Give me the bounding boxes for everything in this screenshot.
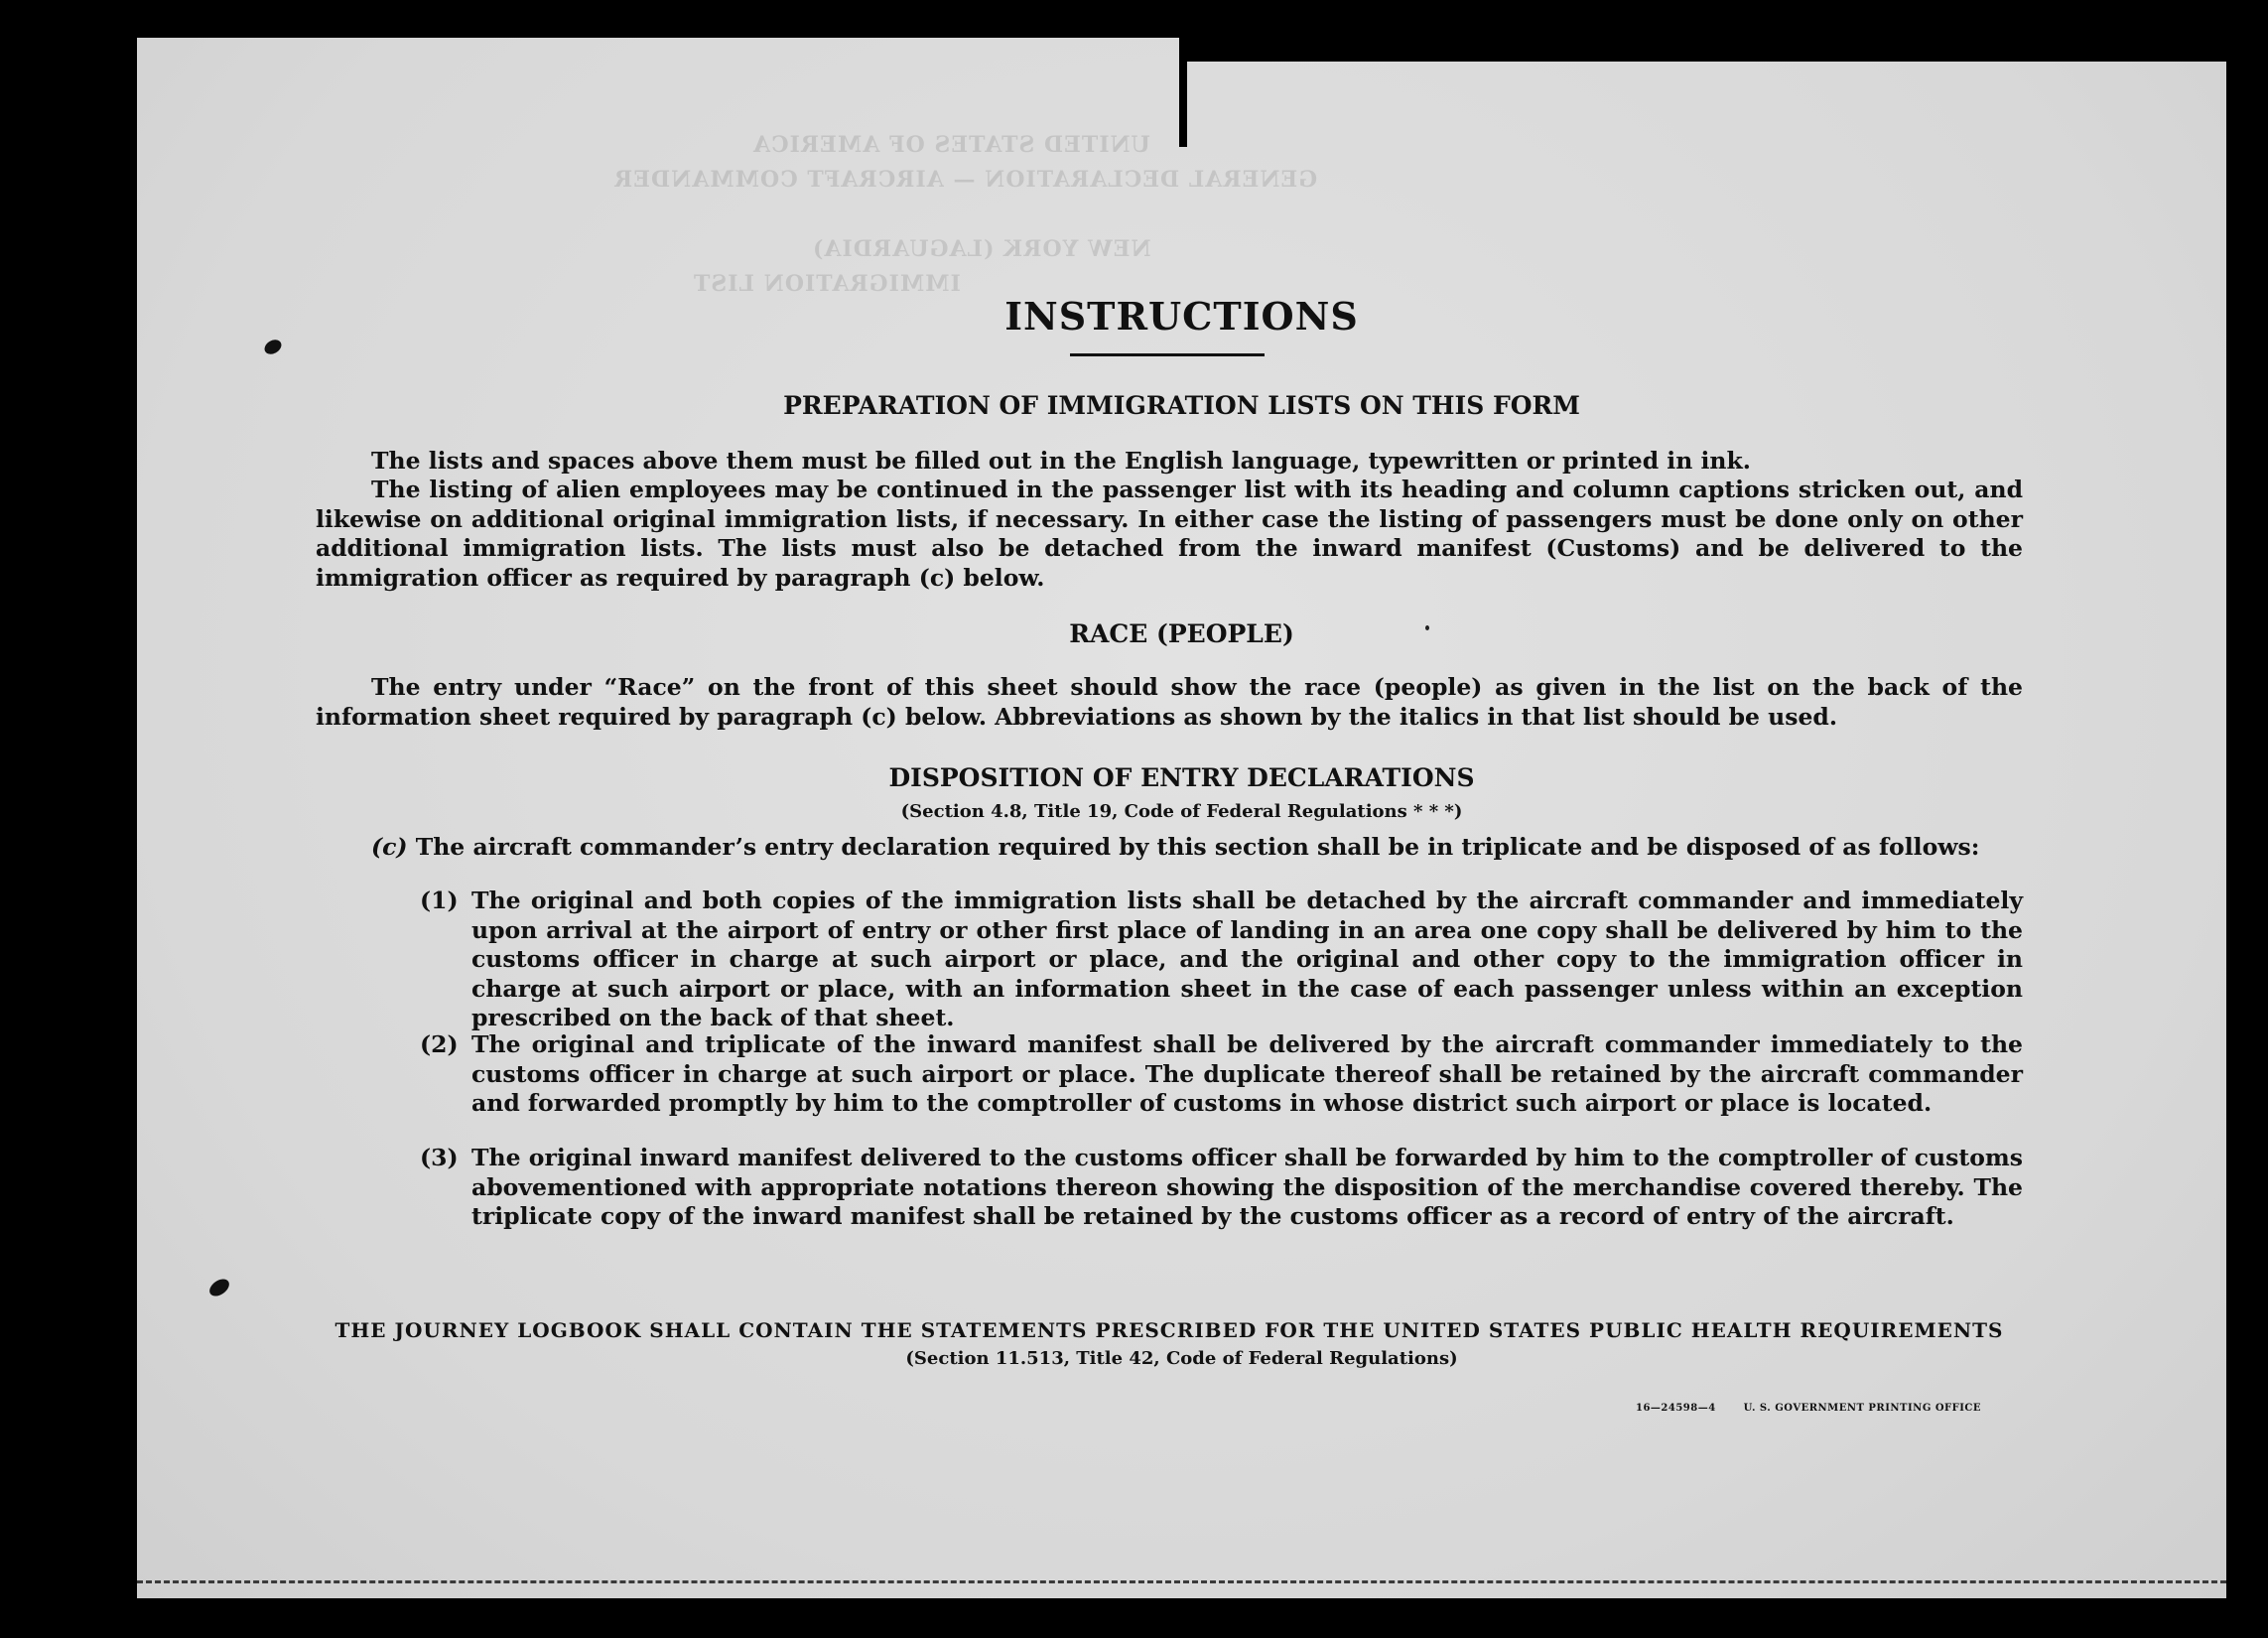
list-item-number: (2) (420, 1030, 459, 1058)
section-heading-preparation: PREPARATION OF IMMIGRATION LISTS ON THIS FORM (783, 391, 1580, 420)
title-underline (1070, 353, 1265, 356)
perforation-line (137, 1580, 2226, 1583)
printer-imprint: U. S. GOVERNMENT PRINTING OFFICE (1743, 1403, 1982, 1414)
list-item-text: The original inward manifest delivered to the customs officer shall be forwarded by him to the comptroller of customs abovementioned with appropriate notations thereon showing the disposition of the merchandise covered thereby. The triplicate copy of the inward manifest shall be retained by the customs officer as a record of entry of the aircraft. (471, 1144, 2023, 1230)
list-item (420, 887, 2023, 1033)
section-heading-race: RACE (PEOPLE) (1069, 619, 1294, 648)
show-through-text: IMMIGRATION LIST (693, 271, 961, 297)
disposition-citation: (Section 4.8, Title 19, Code of Federal Regulations * * *) (900, 801, 1463, 822)
list-item-number: (1) (420, 887, 459, 914)
list-item-number: (3) (420, 1144, 459, 1171)
paragraph-c-text: The aircraft commander’s entry declaration required by this section shall be in triplicate and be disposed of as follows: (415, 833, 1980, 861)
page-title: INSTRUCTIONS (1004, 294, 1359, 339)
paragraph-c-label: (c) (371, 833, 408, 861)
list-item-text: The original and triplicate of the inward manifest shall be delivered by the aircraft commander immediately to the customs officer in charge at such airport or place. The duplicate thereof shall be retained by the aircraft commander and forwarded promptly by him to the comptroller of customs in whose district such airport or place is located. (471, 1030, 2023, 1117)
document-sheet (137, 38, 2226, 1598)
instructions-content (137, 38, 2226, 1598)
list-item (420, 1144, 2023, 1232)
show-through-text: GENERAL DECLARATION — AIRCRAFT COMMANDER (613, 167, 1318, 193)
ink-speck (1425, 625, 1429, 630)
list-item (420, 1030, 2023, 1119)
ink-blot (206, 1276, 232, 1299)
ink-blot (262, 337, 284, 356)
show-through-text: NEW YORK (LAGUARDIA) (812, 236, 1151, 262)
paragraph-c (371, 833, 2039, 863)
paragraph-language: The lists and spaces above them must be filled out in the English language, typewritten or printed in ink. (371, 447, 1751, 475)
list-item-text: The original and both copies of the immigration lists shall be detached by the aircraft commander and immediately upon arrival at the airport of entry or other first place of landing in an area one copy shall be delivered by him to the customs officer in charge at such airport or place, and the original and other copy to the immigration officer in charge at such airport or place, with an information sheet in the case of each passenger unless within an exception prescribed on the back of that sheet. (471, 887, 2023, 1031)
footer-health-requirements: THE JOURNEY LOGBOOK SHALL CONTAIN THE STATEMENTS PRESCRIBED FOR THE UNITED STATES PUBLIC HEALTH REQUIREMENTS (334, 1318, 2004, 1342)
footer-citation: (Section 11.513, Title 42, Code of Federal Regulations) (905, 1348, 1458, 1369)
show-through-text: UNITED STATES OF AMERICA (752, 132, 1150, 158)
section-heading-disposition: DISPOSITION OF ENTRY DECLARATIONS (888, 763, 1475, 792)
form-number: 16—24598—4 (1636, 1403, 1716, 1414)
print-code (1636, 1403, 2005, 1414)
paragraph-alien-employees: The listing of alien employees may be continued in the passenger list with its heading and column captions stricken out, and likewise on additional original immigration lists, if necessary. In either case the listing of passengers must be done only on other additional immigration lists. The lists must also be detached from the inward manifest (Customs) and be delivered to the immigration officer as required by paragraph (c) below. (316, 476, 2023, 592)
paragraph-race: The entry under “Race” on the front of this sheet should show the race (people) as given in the list on the back of the information sheet required by paragraph (c) below. Abbreviations as shown by the italics in that list should be used. (316, 673, 2023, 731)
